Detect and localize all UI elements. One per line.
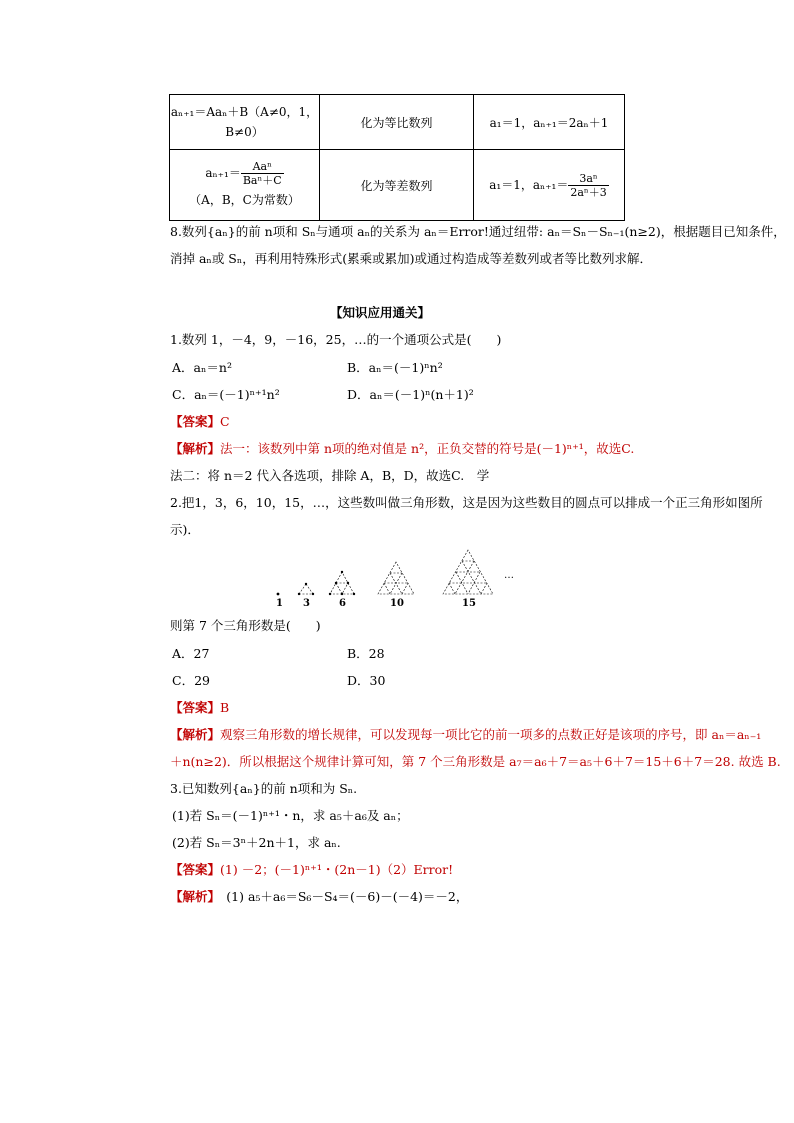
answer-label: 【答案】 xyxy=(170,862,221,877)
formula-cell xyxy=(170,95,320,150)
fraction-denominator: Baⁿ＋C xyxy=(242,174,282,187)
formula-line: aₙ₊₁＝Aaₙ＋B（A≠0，1， xyxy=(170,105,319,119)
figure-label: 6 xyxy=(339,598,346,609)
q2-question: 则第 7 个三角形数是( ) xyxy=(170,618,321,633)
q3-answer xyxy=(170,862,453,878)
figure-label: 10 xyxy=(390,598,404,609)
formula-prefix: aₙ₊₁＝ xyxy=(205,166,241,180)
formula-cell xyxy=(170,150,320,221)
table-row xyxy=(170,95,625,150)
fraction-numerator: 3aⁿ xyxy=(568,172,608,186)
q3-part2: (2)若 Sₙ＝3ⁿ＋2n＋1，求 aₙ. xyxy=(172,835,341,850)
q2-answer xyxy=(170,700,229,716)
figure-ellipsis: … xyxy=(504,570,514,581)
q3-stem: 3.已知数列{aₙ}的前 n项和为 Sₙ. xyxy=(170,781,358,796)
answer-value: C xyxy=(220,414,230,429)
q2-analysis-line2: ＋n(n≥2)．所以根据这个规律计算可知，第 7 个三角形数是 a₇＝a₆＋7＝a₅＋6＋7＝15＋6＋7＝28. 故选 B. xyxy=(170,754,781,769)
q2-stem-line1: 2.把1，3，6，10，15，…，这些数叫做三角形数，这是因为这些数目的圆点可以排成一个正三角形如图所 xyxy=(170,495,763,510)
formula-fraction xyxy=(241,160,284,187)
formula-line: B≠0） xyxy=(225,125,264,139)
analysis-label: 【解析】 xyxy=(170,889,214,904)
answer-label: 【答案】 xyxy=(170,414,221,429)
figure-label: 1 xyxy=(276,598,283,609)
example-cell xyxy=(474,150,625,221)
triangular-numbers-figure xyxy=(268,548,528,610)
figure-label: 3 xyxy=(303,598,310,609)
example-fraction xyxy=(568,172,608,199)
figure-label: 15 xyxy=(462,598,476,609)
analysis-text: (1) a₅＋a₆＝S₆－S₄＝(－6)－(－4)＝－2， xyxy=(213,889,469,904)
item8-line2: 消掉 aₙ或 Sₙ，再利用特殊形式(累乘或累加)或通过构造成等差数列或者等比数列求解． xyxy=(170,251,653,266)
q3-part1: (1)若 Sₙ＝(－1)ⁿ⁺¹・n，求 a₅＋a₆及 aₙ； xyxy=(172,808,409,823)
analysis-text: 法一：该数列中第 n项的绝对值是 n²，正负交替的符号是(－1)ⁿ⁺¹，故选C. xyxy=(220,441,635,456)
fraction-numerator: Aaⁿ xyxy=(241,160,284,174)
item8-line1: 8.数列{aₙ}的前 n项和 Sₙ与通项 aₙ的关系为 aₙ＝Error!通过纽带: aₙ＝Sₙ－Sₙ₋₁(n≥2)，根据题目已知条件， xyxy=(170,224,786,239)
q2-analysis-line1 xyxy=(170,727,761,743)
answer-value: B xyxy=(220,700,230,715)
q2-stem-line2: 示)． xyxy=(170,522,200,537)
triangle-15 xyxy=(443,550,493,594)
triangle-10 xyxy=(378,562,414,594)
analysis-label: 【解析】 xyxy=(170,727,221,742)
formula-line: （A，B，C为常数） xyxy=(189,193,300,207)
answer-label: 【答案】 xyxy=(170,700,221,715)
recurrence-methods-table xyxy=(169,94,625,221)
triangle-3 xyxy=(298,583,314,595)
analysis-label: 【解析】 xyxy=(170,441,221,456)
q2-option-b: B．28 xyxy=(347,646,385,661)
section-title: 【知识应用通关】 xyxy=(330,305,431,320)
q2-option-a: A．27 xyxy=(172,646,210,661)
analysis-text: 观察三角形数的增长规律，可以发现每一项比它的前一项多的点数正好是该项的序号，即 aₙ＝aₙ₋₁ xyxy=(220,727,762,742)
q2-option-c: C．29 xyxy=(172,673,210,688)
q1-option-c: C．aₙ＝(－1)ⁿ⁺¹n² xyxy=(172,387,280,402)
example-prefix: a₁＝1，aₙ₊₁＝ xyxy=(489,177,569,192)
q1-option-d: D．aₙ＝(－1)ⁿ(n＋1)² xyxy=(347,387,474,402)
triangle-1 xyxy=(277,593,280,596)
q3-analysis xyxy=(170,889,468,905)
example-cell: a₁＝1，aₙ₊₁＝2aₙ＋1 xyxy=(474,95,625,150)
method-cell: 化为等比数列 xyxy=(320,95,474,150)
q1-answer xyxy=(170,414,230,430)
fraction-denominator: 2aⁿ＋3 xyxy=(570,185,607,199)
table-row xyxy=(170,150,625,221)
q1-method2: 法二：将 n＝2 代入各选项，排除 A，B，D，故选C. 学 xyxy=(170,468,490,483)
q2-option-d: D．30 xyxy=(347,673,386,688)
q1-analysis xyxy=(170,441,634,457)
method-cell: 化为等差数列 xyxy=(320,150,474,221)
answer-value: (1) －2；(－1)ⁿ⁺¹・(2n－1)（2）Error! xyxy=(220,862,454,877)
q1-stem: 1.数列 1，－4，9，－16，25，…的一个通项公式是( ) xyxy=(170,332,502,347)
q1-option-a: A．aₙ＝n² xyxy=(172,360,232,375)
q1-option-b: B．aₙ＝(－1)ⁿn² xyxy=(347,360,443,375)
triangle-6 xyxy=(329,571,355,595)
